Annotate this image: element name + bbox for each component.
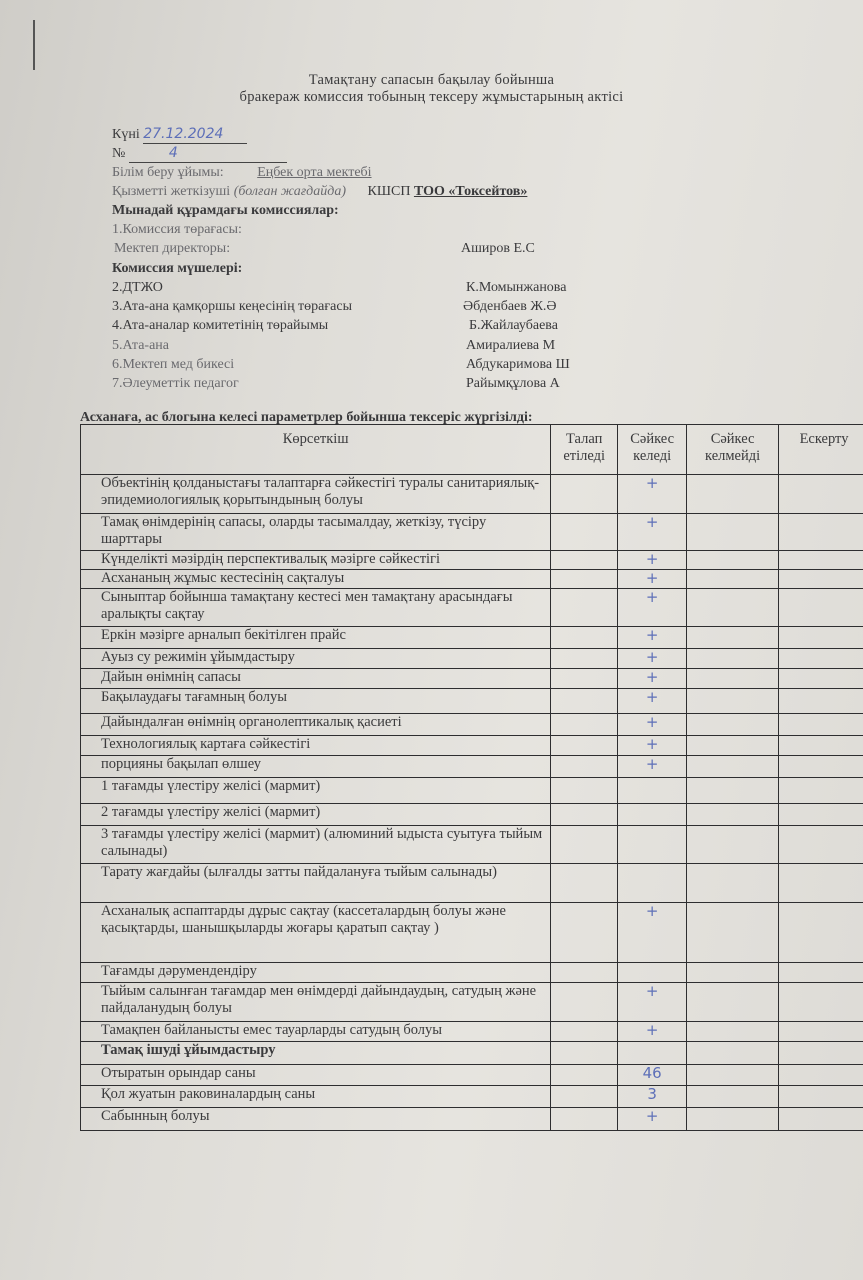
table-row <box>81 1086 863 1108</box>
table-row <box>81 551 863 570</box>
match-mark-cell: + <box>618 1108 687 1131</box>
indicator-cell: Күнделікті мәзірдің перспективалық мәзірге сәйкестігі <box>81 551 551 570</box>
indicator-cell: Тағамды дәрумендендіру <box>81 963 551 983</box>
note-cell <box>779 804 863 826</box>
org-line <box>112 165 372 181</box>
table-intro: Асханаға, ас блогына келесі параметрлер бойынша тексеріс жүргізілді: <box>80 410 533 425</box>
match-mark-cell: + <box>618 669 687 689</box>
nomatch-cell <box>687 551 779 570</box>
note-cell <box>779 756 863 778</box>
indicator-cell: Бақылаудағы тағамның болуы <box>81 689 551 714</box>
match-mark-cell: + <box>618 589 687 627</box>
table-header-row <box>81 425 863 475</box>
table-row <box>81 826 863 864</box>
column-header: Ескерту <box>779 425 863 475</box>
org-label: Білім беру ұйымы: <box>112 165 224 180</box>
match-mark-cell: + <box>618 689 687 714</box>
required-cell <box>551 826 618 864</box>
number-label: № <box>112 146 126 161</box>
required-cell <box>551 864 618 903</box>
member-name: Абдукаримова Ш <box>466 357 570 372</box>
supplier-line <box>112 184 527 200</box>
indicator-cell: Тамақ ішуді ұйымдастыру <box>81 1042 551 1065</box>
indicator-cell: Асханалық аспаптарды дұрыс сақтау (кассеталардың болуы және қасықтарды, шанышқыларды жоғары қаратып сақтау ) <box>81 903 551 963</box>
table-row <box>81 649 863 669</box>
required-cell <box>551 1065 618 1086</box>
column-header: Талап етіледі <box>551 425 618 475</box>
indicator-cell: Сыныптар бойынша тамақтану кестесі мен тамақтану арасындағы аралықты сақтау <box>81 589 551 627</box>
number-line <box>112 145 287 163</box>
table-row <box>81 689 863 714</box>
member-name: К.Момынжанова <box>466 280 567 295</box>
note-cell <box>779 627 863 649</box>
member-role: 3.Ата-ана қамқоршы кеңесінің төрағасы <box>112 299 352 314</box>
nomatch-cell <box>687 1108 779 1131</box>
indicator-cell: Сабынның болуы <box>81 1108 551 1131</box>
nomatch-cell <box>687 983 779 1022</box>
member-role: 6.Мектеп мед бикесі <box>112 357 235 372</box>
note-cell <box>779 689 863 714</box>
table-row <box>81 963 863 983</box>
date-label: Күні <box>112 127 140 142</box>
note-cell <box>779 736 863 756</box>
note-cell <box>779 983 863 1022</box>
inspection-table <box>80 424 863 1131</box>
indicator-cell: порцияны бақылап өлшеу <box>81 756 551 778</box>
match-mark-cell: + <box>618 570 687 589</box>
indicator-cell: Отыратын орындар саны <box>81 1065 551 1086</box>
required-cell <box>551 1042 618 1065</box>
supplier-note: (болған жағдайда) <box>233 184 347 199</box>
required-cell <box>551 649 618 669</box>
nomatch-cell <box>687 514 779 551</box>
date-value: 27.12.2024 <box>143 126 224 142</box>
indicator-cell: Ауыз су режимін ұйымдастыру <box>81 649 551 669</box>
note-cell <box>779 963 863 983</box>
indicator-cell: Объектінің қолданыстағы талаптарға сәйкестігі туралы санитариялық-эпидемиологиялық қорытындының болуы <box>81 475 551 514</box>
date-line <box>112 126 247 144</box>
nomatch-cell <box>687 570 779 589</box>
indicator-cell: 3 тағамды үлестіру желісі (мармит) (алюминий ыдыста суытуға тыйым салынады) <box>81 826 551 864</box>
match-mark-cell: + <box>618 551 687 570</box>
match-mark-cell <box>618 804 687 826</box>
match-mark-cell: + <box>618 983 687 1022</box>
required-cell <box>551 514 618 551</box>
match-mark-cell: + <box>618 1022 687 1042</box>
indicator-cell: Еркін мәзірге арналып бекітілген прайс <box>81 627 551 649</box>
nomatch-cell <box>687 589 779 627</box>
doc-title-line1: Тамақтану сапасын бақылау бойынша <box>308 72 555 88</box>
match-mark-cell: + <box>618 903 687 963</box>
nomatch-cell <box>687 649 779 669</box>
required-cell <box>551 1108 618 1131</box>
column-header: Көрсеткіш <box>81 425 551 475</box>
member-name: Әбденбаев Ж.Ә <box>463 299 557 314</box>
match-mark-cell: + <box>618 756 687 778</box>
supplier-label: Қызметті жеткізуші <box>112 184 231 199</box>
doc-title-line2: бракераж комиссия тобының тексеру жұмыстарының актісі <box>239 89 624 105</box>
required-cell <box>551 669 618 689</box>
note-cell <box>779 514 863 551</box>
required-cell <box>551 475 618 514</box>
match-mark-cell: + <box>618 714 687 736</box>
table-row <box>81 903 863 963</box>
required-cell <box>551 903 618 963</box>
org-value: Еңбек орта мектебі <box>257 165 372 180</box>
match-mark-cell: + <box>618 514 687 551</box>
number-value: 4 <box>168 145 178 161</box>
table-row <box>81 1108 863 1131</box>
required-cell <box>551 589 618 627</box>
match-mark-cell: + <box>618 649 687 669</box>
indicator-cell: Асхананың жұмыс кестесінің сақталуы <box>81 570 551 589</box>
required-cell <box>551 804 618 826</box>
table-row <box>81 627 863 649</box>
table-row <box>81 1042 863 1065</box>
nomatch-cell <box>687 756 779 778</box>
indicator-cell: Тыйым салынған тағамдар мен өнімдерді дайындаудың, сатудың және пайдаланудың болуы <box>81 983 551 1022</box>
note-cell <box>779 570 863 589</box>
match-mark-cell <box>618 864 687 903</box>
match-mark-cell: + <box>618 736 687 756</box>
required-cell <box>551 1086 618 1108</box>
column-header: Сәйкес келеді <box>618 425 687 475</box>
chair-label: 1.Комиссия төрағасы: <box>112 222 242 237</box>
required-cell <box>551 963 618 983</box>
match-mark-cell: + <box>618 627 687 649</box>
note-cell <box>779 669 863 689</box>
note-cell <box>779 589 863 627</box>
note-cell <box>779 1022 863 1042</box>
indicator-cell: Дайындалған өнімнің органолептикалық қасиеті <box>81 714 551 736</box>
table-row <box>81 475 863 514</box>
match-mark-cell <box>618 826 687 864</box>
note-cell <box>779 1086 863 1108</box>
member-role: 5.Ата-ана <box>112 338 169 353</box>
table-row <box>81 1022 863 1042</box>
required-cell <box>551 1022 618 1042</box>
required-cell <box>551 627 618 649</box>
match-mark-cell <box>618 963 687 983</box>
nomatch-cell <box>687 903 779 963</box>
nomatch-cell <box>687 1065 779 1086</box>
member-name: Райымқұлова А <box>466 376 560 391</box>
table-row <box>81 589 863 627</box>
match-mark-cell <box>618 1042 687 1065</box>
commission-heading: Мынадай құрамдағы комиссиялар: <box>112 203 339 218</box>
nomatch-cell <box>687 804 779 826</box>
match-mark-cell: + <box>618 475 687 514</box>
director-name: Аширов Е.С <box>461 241 535 256</box>
note-cell <box>779 475 863 514</box>
nomatch-cell <box>687 778 779 804</box>
nomatch-cell <box>687 826 779 864</box>
table-row <box>81 514 863 551</box>
required-cell <box>551 551 618 570</box>
table-row <box>81 714 863 736</box>
note-cell <box>779 714 863 736</box>
note-cell <box>779 1108 863 1131</box>
note-cell <box>779 903 863 963</box>
nomatch-cell <box>687 669 779 689</box>
nomatch-cell <box>687 1022 779 1042</box>
table-row <box>81 756 863 778</box>
director-label: Мектеп директоры: <box>114 241 231 256</box>
nomatch-cell <box>687 689 779 714</box>
required-cell <box>551 736 618 756</box>
table-row <box>81 983 863 1022</box>
table-row <box>81 864 863 903</box>
note-cell <box>779 778 863 804</box>
indicator-cell: Тарату жағдайы (ылғалды затты пайдалануға тыйым салынады) <box>81 864 551 903</box>
member-role: 4.Ата-аналар комитетінің төрайымы <box>112 318 329 333</box>
nomatch-cell <box>687 864 779 903</box>
table-row <box>81 736 863 756</box>
margin-mark <box>33 20 35 70</box>
note-cell <box>779 826 863 864</box>
nomatch-cell <box>687 714 779 736</box>
supplier-value: ТОО «Токсейтов» <box>413 184 528 199</box>
nomatch-cell <box>687 963 779 983</box>
indicator-cell: Тамақ өнімдерінің сапасы, оларды тасымалдау, жеткізу, түсіру шарттары <box>81 514 551 551</box>
indicator-cell: Қол жуатын раковиналардың саны <box>81 1086 551 1108</box>
member-name: Амиралиева М <box>466 338 556 353</box>
indicator-cell: Дайын өнімнің сапасы <box>81 669 551 689</box>
required-cell <box>551 714 618 736</box>
note-cell <box>779 1042 863 1065</box>
indicator-cell: 2 тағамды үлестіру желісі (мармит) <box>81 804 551 826</box>
nomatch-cell <box>687 736 779 756</box>
table-row <box>81 804 863 826</box>
indicator-cell: Тамақпен байланысты емес тауарларды сатудың болуы <box>81 1022 551 1042</box>
nomatch-cell <box>687 627 779 649</box>
table-row <box>81 570 863 589</box>
nomatch-cell <box>687 1086 779 1108</box>
member-name: Б.Жайлаубаева <box>469 318 558 333</box>
note-cell <box>779 1065 863 1086</box>
table-row <box>81 1065 863 1086</box>
note-cell <box>779 649 863 669</box>
nomatch-cell <box>687 475 779 514</box>
column-header: Сәйкес келмейді <box>687 425 779 475</box>
member-role: 2.ДТЖО <box>112 280 163 295</box>
table-row <box>81 778 863 804</box>
match-mark-cell <box>618 778 687 804</box>
indicator-cell: 1 тағамды үлестіру желісі (мармит) <box>81 778 551 804</box>
required-cell <box>551 689 618 714</box>
members-heading: Комиссия мүшелері: <box>112 261 243 276</box>
indicator-cell: Технологиялық картаға сәйкестігі <box>81 736 551 756</box>
supplier-type: КШСП <box>367 184 411 199</box>
required-cell <box>551 778 618 804</box>
nomatch-cell <box>687 1042 779 1065</box>
table-row <box>81 669 863 689</box>
required-cell <box>551 570 618 589</box>
member-role: 7.Әлеуметтік педагог <box>112 376 239 391</box>
note-cell <box>779 864 863 903</box>
note-cell <box>779 551 863 570</box>
required-cell <box>551 983 618 1022</box>
match-mark-cell: 3 <box>618 1086 687 1108</box>
required-cell <box>551 756 618 778</box>
match-mark-cell: 46 <box>618 1065 687 1086</box>
